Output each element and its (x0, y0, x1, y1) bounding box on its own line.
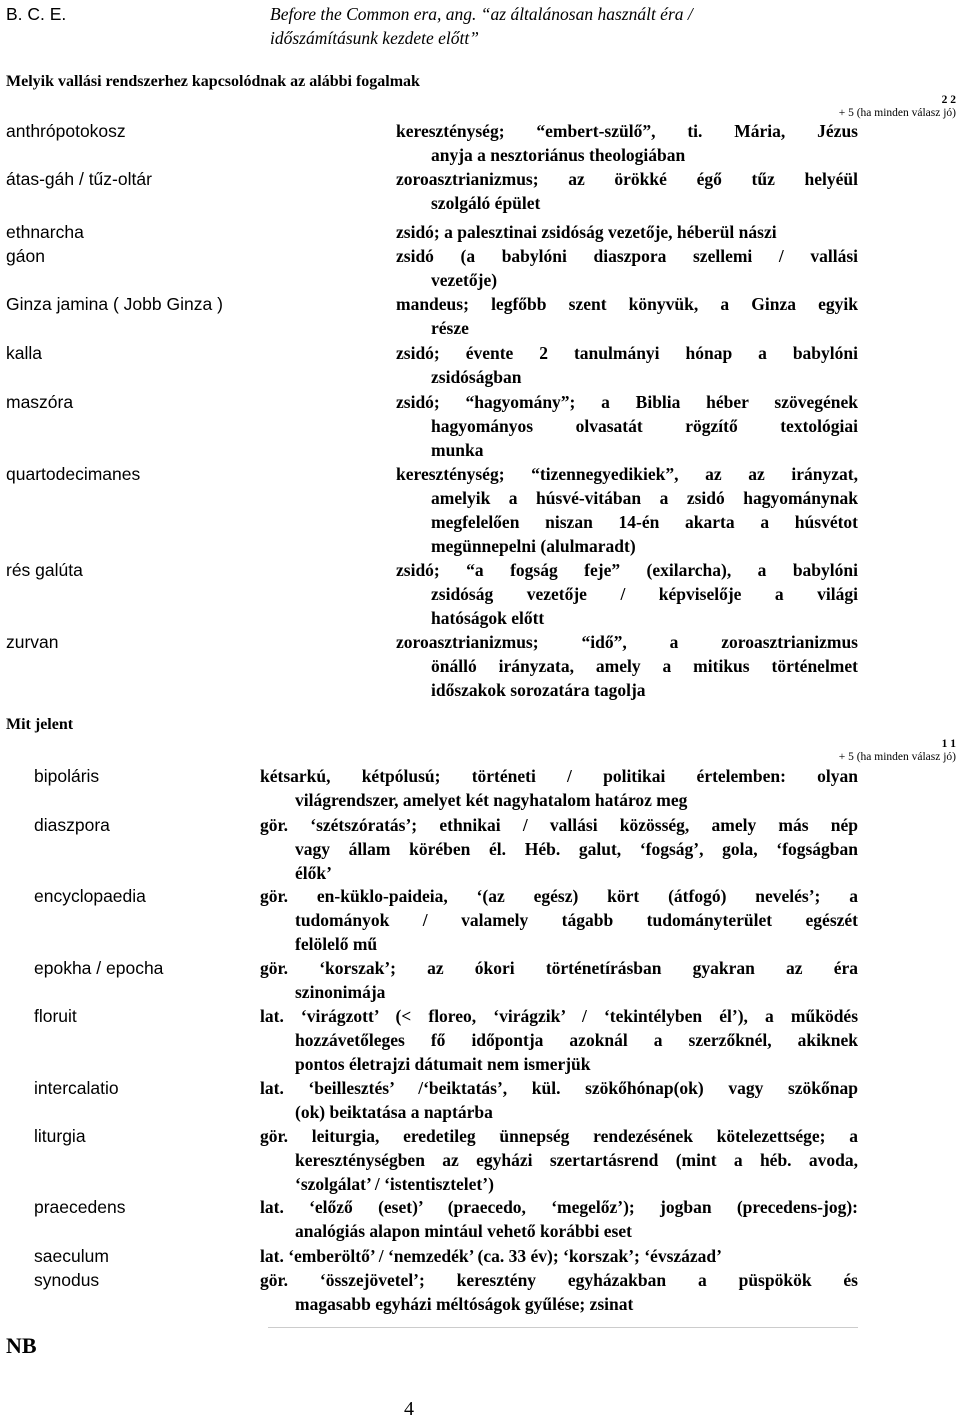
section1-score-note: + 5 (ha minden válasz jó) (838, 107, 956, 119)
definition-section1-1 (396, 167, 858, 215)
definition-line: magasabb egyházi méltóságok gyűlése; zsinat (295, 1294, 634, 1314)
definition-line: kétsarkú, kétpólusú; történeti / politikai értelemben: olyan (260, 766, 858, 786)
definition-line: mandeus; legfőbb szent könyvük, a Ginza egyik (396, 294, 858, 314)
term-section2-4: floruit (34, 1006, 77, 1026)
definition-line: ‘szolgálat’ / ‘istentisztelet’) (295, 1174, 494, 1194)
section2-score-note: + 5 (ha minden válasz jó) (838, 751, 956, 763)
definition-section2-2 (260, 884, 858, 956)
definition-line: kereszténységben az egyházi szertartásrend (mint a héb. avoda, (295, 1150, 858, 1170)
definition-line: munka (431, 440, 484, 460)
term-section1-1: átas-gáh / tűz-oltár (6, 169, 152, 189)
nb-label: NB (6, 1333, 37, 1358)
definition-line: gör. ‘összejövetel’; keresztény egyházakban a püspökök és (260, 1270, 858, 1290)
term-section1-4: Ginza jamina ( Jobb Ginza ) (6, 294, 223, 314)
definition-line: zsidó; a palesztinai zsidóság vezetője, héberül nászi (396, 222, 777, 242)
term-section1-0: anthrópotokosz (6, 121, 126, 141)
term-section1-8: rés galúta (6, 560, 83, 580)
top-term: B. C. E. (6, 4, 67, 24)
definition-line: lat. ‘emberöltő’ / ‘nemzedék’ (ca. 33 év); ‘korszak’; ‘évszázad’ (260, 1246, 722, 1266)
section2-heading: Mit jelent (6, 716, 74, 733)
section1-score-value: 2 2 (941, 94, 956, 106)
term-section1-3: gáon (6, 246, 45, 266)
term-section2-0: bipoláris (34, 766, 100, 786)
definition-section2-7 (260, 1195, 858, 1243)
definition-line: zsidó; évente 2 tanulmányi hónap a babylóni (396, 343, 858, 363)
definition-section1-5 (396, 341, 858, 389)
section2-score (756, 738, 956, 764)
definition-line: szinonimája (295, 982, 386, 1002)
definition-line: vezetője) (431, 270, 498, 290)
top-def-line1: Before the Common era, ang. “az általánosan használt éra / (270, 4, 693, 24)
definition-section2-5 (260, 1076, 858, 1124)
definition-line: lat. ‘virágzott’ (< floreo, ‘virágzik’ / ‘tekintélyben él’), a működés (260, 1006, 858, 1026)
definition-line: zsidóság vezetője / képviselője a világi (431, 584, 858, 604)
definition-line: gör. leiturgia, eredetileg ünnepség rendezésének kötelezettsége; a (260, 1126, 858, 1146)
term-section2-6: liturgia (34, 1126, 86, 1146)
definition-section2-3 (260, 956, 858, 1004)
definition-line: része (431, 318, 469, 338)
definition-line: gör. ‘szétszóratás’; ethnikai / vallási közösség, amely más nép (260, 815, 858, 835)
term-section1-9: zurvan (6, 632, 59, 652)
term-section2-8: saeculum (34, 1246, 109, 1266)
term-section1-2: ethnarcha (6, 222, 84, 242)
definition-line: lat. ‘beillesztés’ /‘beiktatás’, kül. szökőhónap(ok) vagy szökőnap (260, 1078, 858, 1098)
definition-section2-6 (260, 1124, 858, 1196)
definition-line: vagy állam körében él. Héb. galut, ‘fogság’, gola, ‘fogságban (295, 839, 858, 859)
definition-section2-8 (260, 1244, 858, 1268)
definition-section1-7 (396, 462, 858, 558)
term-section1-5: kalla (6, 343, 42, 363)
top-definition (270, 2, 693, 50)
term-section2-7: praecedens (34, 1197, 126, 1217)
definition-section2-9 (260, 1268, 858, 1316)
definition-line: megünnepelni (alulmaradt) (431, 536, 636, 556)
definition-line: kereszténység; “embert-szülő”, ti. Mária, Jézus (396, 121, 858, 141)
definition-section1-0 (396, 119, 858, 167)
definition-line: zoroasztrianizmus; “idő”, a zoroasztrianizmus (396, 632, 858, 652)
definition-section1-6 (396, 390, 858, 462)
definition-section1-8 (396, 558, 858, 630)
definition-section2-4 (260, 1004, 858, 1076)
definition-line: tudományok / valamely tágabb tudományterület egészét (295, 910, 858, 930)
definition-line: zsidó; “hagyomány”; a Biblia héber szövegének (396, 392, 858, 412)
definition-line: kereszténység; “tizennegyedikiek”, az az irányzat, (396, 464, 858, 484)
definition-line: világrendszer, amelyet két nagyhatalom határoz meg (295, 790, 688, 810)
definition-line: hozzávetőleges fő időpontja azoknál a szerzőknél, akiknek (295, 1030, 858, 1050)
definition-line: zsidóságban (431, 367, 522, 387)
definition-section1-4 (396, 292, 858, 340)
top-def-line2: időszámításunk kezdete előtt” (270, 28, 480, 48)
definition-line: (ok) beiktatása a naptárba (295, 1102, 493, 1122)
section1-score (756, 94, 956, 120)
definition-line: megfelelően niszan 14-én akarta a húsvétot (431, 512, 858, 532)
definition-line: zsidó (a babylóni diaszpora szellemi / vallási (396, 246, 858, 266)
definition-line: analógiás alapon mintául vehető korábbi eset (295, 1221, 632, 1241)
term-section2-5: intercalatio (34, 1078, 119, 1098)
divider (268, 1327, 858, 1328)
definition-line: élők’ (295, 863, 332, 883)
definition-line: felölelő mű (295, 934, 378, 954)
term-section2-1: diaszpora (34, 815, 110, 835)
term-section2-9: synodus (34, 1270, 100, 1290)
term-section1-6: maszóra (6, 392, 74, 412)
definition-line: anyja a nesztoriánus theologiában (431, 145, 686, 165)
page-number: 4 (404, 1398, 414, 1420)
definition-line: amelyik a húsvé-vitában a zsidó hagyománynak (431, 488, 858, 508)
section1-heading: Melyik vallási rendszerhez kapcsolódnak az alábbi fogalmak (6, 73, 420, 90)
definition-line: önálló irányzata, amely a mitikus történelmet (431, 656, 858, 676)
section2-score-value: 1 1 (941, 738, 956, 750)
definition-line: pontos életrajzi dátumait nem ismerjük (295, 1054, 591, 1074)
definition-section1-9 (396, 630, 858, 702)
definition-line: zsidó; “a fogság feje” (exilarcha), a babylóni (396, 560, 858, 580)
definition-line: gör. en-küklo-paideia, ‘(az egész) kört (átfogó) nevelés’; a (260, 886, 858, 906)
definition-line: hatóságok előtt (431, 608, 545, 628)
term-section1-7: quartodecimanes (6, 464, 141, 484)
definition-line: lat. ‘előző (eset)’ (praecedo, ‘megelőz’); jogban (precedens-jog): (260, 1197, 858, 1217)
definition-line: időszakok sorozatára tagolja (431, 680, 646, 700)
definition-section2-0 (260, 764, 858, 812)
definition-line: hagyományos olvasatát rögzítő textológiai (431, 416, 858, 436)
definition-section1-3 (396, 244, 858, 292)
definition-section2-1 (260, 813, 858, 885)
term-section2-2: encyclopaedia (34, 886, 146, 906)
term-section2-3: epokha / epocha (34, 958, 164, 978)
definition-line: szolgáló épület (431, 193, 541, 213)
definition-section1-2 (396, 220, 858, 244)
definition-line: gör. ‘korszak’; az ókori történetírásban gyakran az éra (260, 958, 858, 978)
definition-line: zoroasztrianizmus; az örökké égő tűz helyéül (396, 169, 858, 189)
